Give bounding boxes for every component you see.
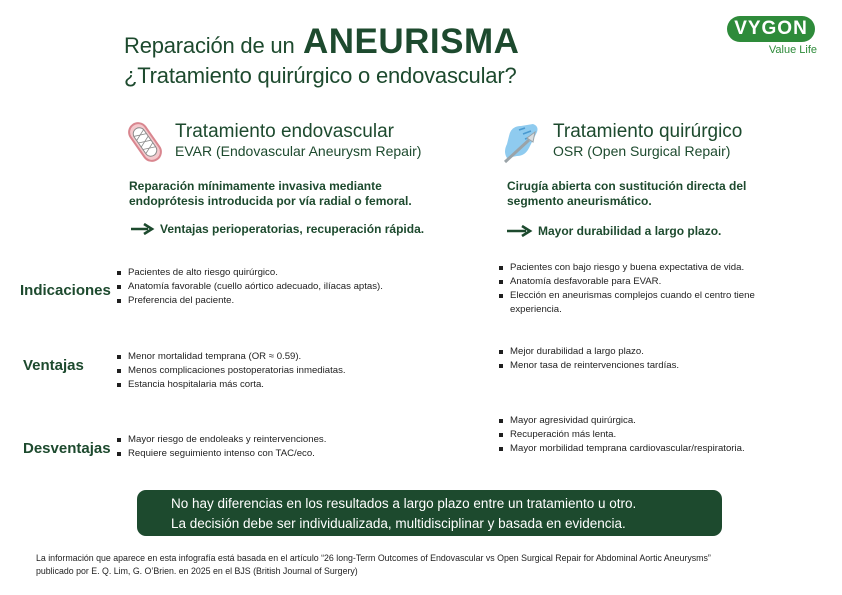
list-item: Anatomía favorable (cuello aórtico adecuado, ilíacas aptas). <box>117 280 437 294</box>
list-item: Estancia hospitalaria más corta. <box>117 378 437 392</box>
conclusion-line-2: La decisión debe ser individualizada, multidisciplinar y basada en evidencia. <box>171 516 626 531</box>
list-item: Anatomía desfavorable para EVAR. <box>499 275 799 289</box>
logo-tagline: Value Life <box>768 44 817 56</box>
conclusion-box <box>137 490 722 536</box>
arrow-right-icon <box>507 225 533 237</box>
list-item: Mayor agresividad quirúrgica. <box>499 414 819 428</box>
stent-graft-icon <box>122 119 166 163</box>
title-prefix: Reparación de un <box>124 33 295 58</box>
arrow-right-icon <box>131 223 155 235</box>
scalpel-glove-icon <box>499 118 543 162</box>
title-highlight: ANEURISMA <box>302 22 520 61</box>
row-label-desventajas: Desventajas <box>23 440 111 457</box>
osr-indications-list <box>499 261 799 317</box>
evar-title: Tratamiento endovascular <box>175 121 394 142</box>
list-item: Recuperación más lenta. <box>499 428 819 442</box>
footer-line-2: publicado por E. Q. Lim, G. O’Brien. en 2025 en el BJS (British Journal of Surgery) <box>36 566 358 576</box>
osr-subtitle: OSR (Open Surgical Repair) <box>553 143 731 159</box>
row-label-indicaciones: Indicaciones <box>20 282 111 299</box>
conclusion-line-1: No hay diferencias en los resultados a largo plazo entre un tratamiento u otro. <box>171 496 637 511</box>
list-item: Menor tasa de reintervenciones tardías. <box>499 359 799 373</box>
list-item: Elección en aneurismas complejos cuando el centro tiene experiencia. <box>499 289 799 317</box>
evar-subtitle: EVAR (Endovascular Aneurysm Repair) <box>175 143 422 159</box>
footer-source <box>36 552 816 578</box>
list-item: Menos complicaciones postoperatorias inmediatas. <box>117 364 437 378</box>
list-item: Requiere seguimiento intenso con TAC/eco. <box>117 447 437 461</box>
list-item: Menor mortalidad temprana (OR ≈ 0.59). <box>117 350 437 364</box>
list-item: Mayor riesgo de endoleaks y reintervenciones. <box>117 433 437 447</box>
osr-advantages-list <box>499 345 799 373</box>
row-label-ventajas: Ventajas <box>23 357 84 374</box>
osr-title: Tratamiento quirúrgico <box>553 121 743 142</box>
osr-highlight-text: Mayor durabilidad a largo plazo. <box>538 224 722 238</box>
evar-disadvantages-list <box>117 433 437 461</box>
osr-highlight <box>507 224 721 238</box>
osr-description: Cirugía abierta con sustitución directa del segmento aneurismático. <box>507 179 747 208</box>
list-item: Pacientes con bajo riesgo y buena expectativa de vida. <box>499 261 799 275</box>
evar-advantages-list <box>117 350 437 392</box>
list-item: Pacientes de alto riesgo quirúrgico. <box>117 266 437 280</box>
list-item: Mayor morbilidad temprana cardiovascular/respiratoria. <box>499 442 819 456</box>
page-subtitle: ¿Tratamiento quirúrgico o endovascular? <box>124 63 517 88</box>
osr-disadvantages-list <box>499 414 819 456</box>
evar-description: Reparación mínimamente invasiva mediante endoprótesis introducida por vía radial o femoral. <box>129 179 412 208</box>
evar-highlight <box>131 222 424 236</box>
list-item: Preferencia del paciente. <box>117 294 437 308</box>
list-item: Mejor durabilidad a largo plazo. <box>499 345 799 359</box>
page-title <box>124 22 519 62</box>
vygon-logo <box>727 14 817 58</box>
evar-indications-list <box>117 266 437 308</box>
evar-highlight-text: Ventajas perioperatorias, recuperación rápida. <box>160 222 425 236</box>
logo-brand: VYGON <box>734 18 808 39</box>
footer-line-1: La información que aparece en esta infografía está basada en el artículo “26 long-Term Outcomes of Endovascular vs Open Surgical Repair for Abdominal Aortic Aneurysms” <box>36 553 711 563</box>
